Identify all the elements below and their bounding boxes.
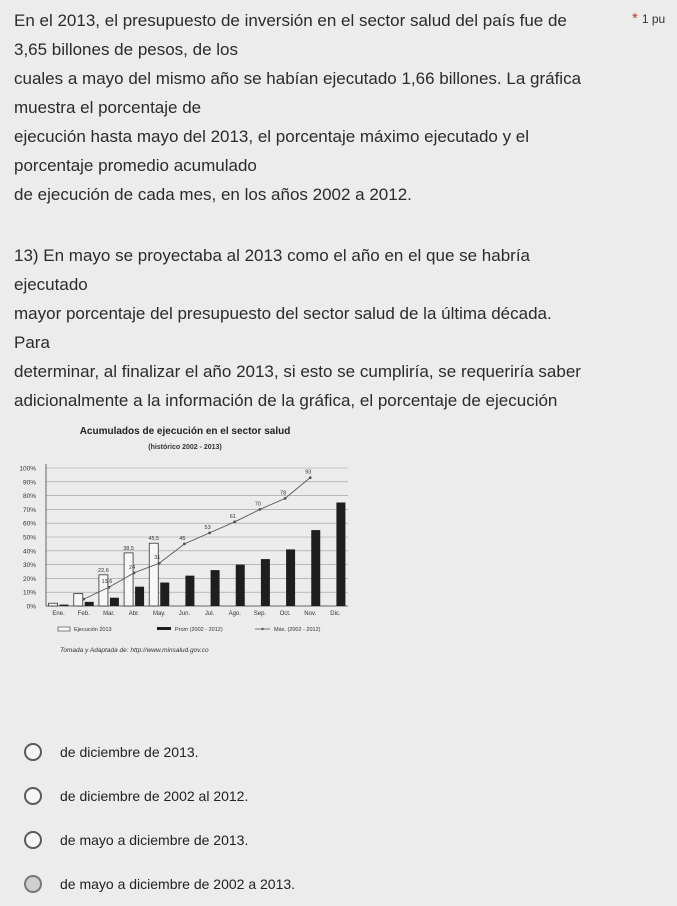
x-tick-label: May. bbox=[152, 611, 166, 617]
required-asterisk: * bbox=[632, 10, 638, 27]
prom-bar bbox=[211, 570, 220, 606]
option-label: de mayo a diciembre de 2013. bbox=[60, 832, 249, 848]
radio-button[interactable] bbox=[24, 787, 42, 805]
x-tick-label: Ago. bbox=[228, 611, 241, 617]
prompt-line: adicionalmente a la información de la gráfica, el porcentaje de ejecución bbox=[14, 391, 558, 410]
max-data-label: 78 bbox=[280, 490, 287, 497]
prompt-line: Para bbox=[14, 333, 50, 352]
prom-bar bbox=[336, 503, 345, 607]
exec-data-label: 45,5 bbox=[148, 536, 160, 543]
x-tick-label: Dic. bbox=[330, 611, 341, 617]
max-data-label: 31 bbox=[154, 555, 161, 562]
intro-line: porcentaje promedio acumulado bbox=[14, 156, 257, 175]
y-tick-label: 50% bbox=[22, 534, 36, 542]
intro-line: cuales a mayo del mismo año se habían ejecutado 1,66 billones. La gráfica bbox=[14, 69, 582, 88]
intro-line: 3,65 billones de pesos, de los bbox=[14, 40, 238, 59]
prompt-line: mayor porcentaje del presupuesto del sector salud de la última década. bbox=[14, 304, 552, 323]
y-tick-label: 0% bbox=[26, 603, 36, 611]
option-b[interactable] bbox=[24, 774, 424, 818]
x-tick-label: Nov. bbox=[304, 611, 317, 617]
prompt-line: 13) En mayo se proyectaba al 2013 como el año en el que se habría bbox=[14, 246, 531, 265]
max-point bbox=[233, 520, 236, 523]
max-point bbox=[158, 562, 161, 565]
prompt-line: ejecutado bbox=[14, 275, 88, 294]
prom-bar bbox=[286, 549, 295, 606]
prom-bar bbox=[311, 530, 320, 606]
chart-title: Acumulados de ejecución en el sector salud bbox=[79, 426, 291, 437]
max-point bbox=[133, 571, 136, 574]
option-a[interactable] bbox=[24, 730, 424, 774]
intro-line: muestra el porcentaje de bbox=[14, 98, 202, 117]
max-point bbox=[259, 508, 262, 511]
max-point bbox=[183, 543, 186, 546]
radio-button[interactable] bbox=[24, 831, 42, 849]
max-data-label: 93 bbox=[305, 469, 312, 476]
y-tick-label: 70% bbox=[22, 506, 36, 514]
max-point bbox=[284, 497, 287, 500]
y-tick-label: 90% bbox=[22, 479, 36, 487]
y-tick-label: 20% bbox=[22, 575, 36, 583]
intro-line: de ejecución de cada mes, en los años 2002 a 2012. bbox=[14, 185, 412, 204]
intro-line: En el 2013, el presupuesto de inversión en el sector salud del país fue de bbox=[14, 11, 567, 30]
prom-bar bbox=[110, 598, 119, 606]
intro-line: ejecución hasta mayo del 2013, el porcentaje máximo ejecutado y el bbox=[14, 127, 530, 146]
exec-data-label: 22,6 bbox=[98, 567, 109, 574]
legend-prom-swatch bbox=[157, 627, 171, 630]
max-data-label: 70 bbox=[254, 501, 261, 508]
legend-max-label: Máx. (2002 - 2012) bbox=[274, 627, 321, 633]
max-point bbox=[108, 586, 111, 589]
prom-bar bbox=[261, 559, 270, 606]
exec-bar bbox=[124, 553, 136, 606]
prom-bar bbox=[60, 605, 69, 606]
exec-bar bbox=[149, 543, 161, 606]
legend-max-marker bbox=[261, 628, 263, 630]
execution-chart bbox=[0, 418, 370, 668]
x-tick-label: Oct. bbox=[279, 611, 291, 617]
prom-bar bbox=[85, 602, 94, 606]
option-d[interactable] bbox=[24, 862, 424, 906]
exec-data-label: 38,5 bbox=[123, 545, 134, 552]
x-tick-label: Jul. bbox=[204, 611, 215, 617]
legend-exec-label: Ejecución 2013 bbox=[74, 627, 112, 633]
option-label: de diciembre de 2013. bbox=[60, 744, 199, 760]
y-tick-label: 60% bbox=[22, 520, 36, 528]
exec-bar bbox=[49, 603, 58, 606]
points-label: 1 pu bbox=[641, 12, 666, 26]
x-tick-label: Sep. bbox=[253, 611, 267, 617]
x-tick-label: Mar. bbox=[103, 611, 115, 617]
max-point bbox=[82, 598, 85, 601]
y-tick-label: 10% bbox=[22, 589, 36, 597]
max-data-label: 61 bbox=[229, 513, 236, 520]
legend-prom-label: Prom (2002 - 2012) bbox=[175, 627, 223, 633]
x-tick-label: Feb. bbox=[77, 611, 90, 617]
prom-bar bbox=[236, 565, 245, 606]
question-text bbox=[14, 6, 634, 415]
y-tick-label: 80% bbox=[22, 493, 36, 501]
chart-source-note: Tomada y Adaptada de: http://www.minsalud.gov.co bbox=[60, 647, 209, 654]
max-data-label: 24 bbox=[129, 564, 136, 571]
option-label: de diciembre de 2002 al 2012. bbox=[60, 788, 249, 804]
prompt-line: determinar, al finalizar el año 2013, si esto se cumpliría, se requeriría saber bbox=[14, 362, 581, 381]
x-tick-label: Jun. bbox=[178, 611, 191, 617]
legend-exec-swatch bbox=[58, 627, 70, 631]
max-point bbox=[309, 476, 312, 479]
chart-figure bbox=[0, 418, 370, 668]
max-data-label: 45 bbox=[179, 535, 186, 542]
option-c[interactable] bbox=[24, 818, 424, 862]
chart-subtitle: (histórico 2002 - 2013) bbox=[148, 444, 222, 451]
y-tick-label: 100% bbox=[19, 465, 36, 473]
prom-bar bbox=[160, 583, 169, 606]
exec-bar bbox=[74, 594, 83, 606]
prom-bar bbox=[135, 587, 144, 606]
radio-button[interactable] bbox=[24, 743, 42, 761]
prom-bar bbox=[185, 576, 194, 606]
max-point bbox=[208, 531, 211, 534]
max-data-label: 13,6 bbox=[101, 579, 113, 586]
y-tick-label: 40% bbox=[22, 548, 36, 556]
max-data-label: 53 bbox=[204, 524, 211, 531]
x-tick-label: Ene. bbox=[52, 611, 65, 617]
y-tick-label: 30% bbox=[22, 562, 36, 570]
answer-options bbox=[24, 730, 424, 906]
points-indicator bbox=[632, 10, 665, 27]
option-label: de mayo a diciembre de 2002 a 2013. bbox=[60, 876, 296, 892]
radio-button[interactable] bbox=[24, 875, 42, 893]
x-tick-label: Abr. bbox=[128, 611, 140, 617]
